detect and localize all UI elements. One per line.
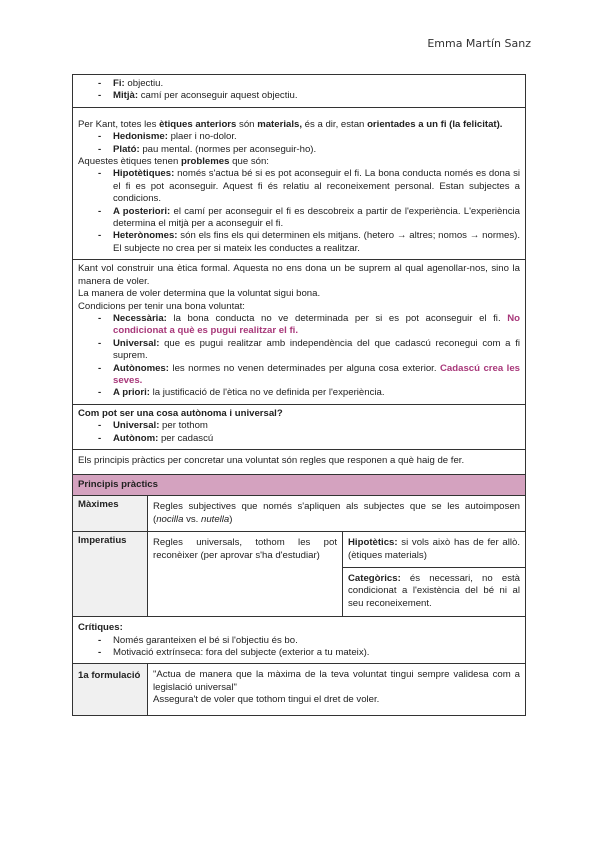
autonoma-universal-section: [72, 405, 526, 450]
notes-document: [72, 74, 526, 716]
formulacio-quote: "Actua de manera que la màxima de la teva voluntat tingui sempre validesa com a legislació universal": [153, 669, 520, 693]
formulacio-text: [148, 664, 525, 714]
paragraph: Kant vol construir una ètica formal. Aquesta no ens dona un be suprem al qual agenollar-nos, sino la manera de voler.: [78, 263, 520, 287]
bona-voluntat-section: [72, 260, 526, 404]
principis-table-header: Principis pràctics: [72, 475, 526, 496]
list-item: - Autònom: per cadascú: [98, 433, 520, 445]
hipotetics-cell: Hipotètics: si vols això has de fer allò. (ètiques materials): [348, 537, 520, 561]
imperatius-row: [72, 532, 526, 617]
list-item: - Necessària: la bona conducta no ve determinada per si es pot aconseguir el fi. No condicionat a què es pugui realitzar el fi.: [98, 313, 520, 338]
paragraph: La manera de voler determina que la voluntat sigui bona.: [78, 288, 321, 300]
categorics-cell: Categòrics: és necessari, no està condicionat a l'existència del bé ni al seu reconeixement.: [343, 567, 525, 616]
formulacio-label: 1a formulació: [73, 664, 148, 714]
principis-intro: [72, 450, 526, 475]
list-item: - Heterònomes: són els fins els qui determinen els mitjans. (hetero → altres; nomos → normes). El subjecte no crea per si mateix les conductes a realitzar.: [98, 230, 520, 255]
section-title: Crítiques:: [78, 622, 123, 634]
fi-mitja-section: [72, 74, 526, 108]
list-item: - A posteriori: el camí per aconseguir el fi es descobreix a partir de l'experiència. L'experiència determina el mitjà per a aconseguir el fi.: [98, 206, 520, 231]
section-title: Com pot ser una cosa autònoma i universal?: [78, 407, 283, 419]
list-item: - Només garanteixen el bé si l'objectiu és bo.: [98, 635, 520, 647]
critiques-section: [72, 617, 526, 664]
paragraph: Els principis pràctics per concretar una voluntat són regles que responen a què haig de fer.: [78, 454, 465, 466]
maximes-label: Màximes: [73, 496, 148, 531]
maximes-row: [72, 496, 526, 532]
list-item: - Hedonisme: plaer i no-dolor.: [98, 131, 520, 143]
list-item: - Mitjà: camí per aconseguir aquest objectiu.: [98, 90, 520, 102]
imperatius-types: [342, 532, 525, 616]
paragraph: Condicions per tenir una bona voluntat:: [78, 300, 245, 312]
author-name: Emma Martín Sanz: [427, 37, 531, 50]
list-item: - Motivació extrínseca: fora del subjecte (exterior a tu mateix).: [98, 647, 520, 659]
maximes-text: Regles subjectives que només s'apliquen als subjectes que se les autoimposen (nocilla vs. nutella): [153, 501, 520, 525]
paragraph: Per Kant, totes les ètiques anteriors són materials, és a dir, estan orientades a un fi (la felicitat).: [78, 118, 503, 130]
paragraph: Aquestes ètiques tenen problemes que són:: [78, 156, 269, 168]
list-item: - Hipotètiques: només s'actua bé si es pot aconseguir el fi. La bona conducta només es dona si el fi es pot aconseguir. Aquest fi és relatiu al reconeixement personal. Estan subjectes a condicions.: [98, 168, 520, 205]
formulacio-note: Assegura't de voler que tothom tingui el dret de voler.: [153, 694, 380, 706]
list-item: - Autònomes: les normes no venen determinades per alguna cosa exterior. Cadascú crea les seves.: [98, 363, 520, 388]
etiques-materials-section: [72, 108, 526, 260]
list-item: - A priori: la justificació de l'ètica no ve definida per l'experiència.: [98, 387, 520, 399]
list-item: - Plató: pau mental. (normes per aconseguir-ho).: [98, 144, 520, 156]
formulacio-row: [72, 664, 526, 715]
list-item: - Universal: per tothom: [98, 420, 520, 432]
imperatius-label: Imperatius: [73, 532, 148, 616]
imperatius-text: Regles universals, tothom les pot reconèixer (per aprovar s'ha d'estudiar): [153, 537, 337, 561]
list-item: - Fi: objectiu.: [98, 78, 520, 90]
list-item: - Universal: que es pugui realitzar amb independència del que cadascú reconegui com a fi suprem.: [98, 338, 520, 363]
